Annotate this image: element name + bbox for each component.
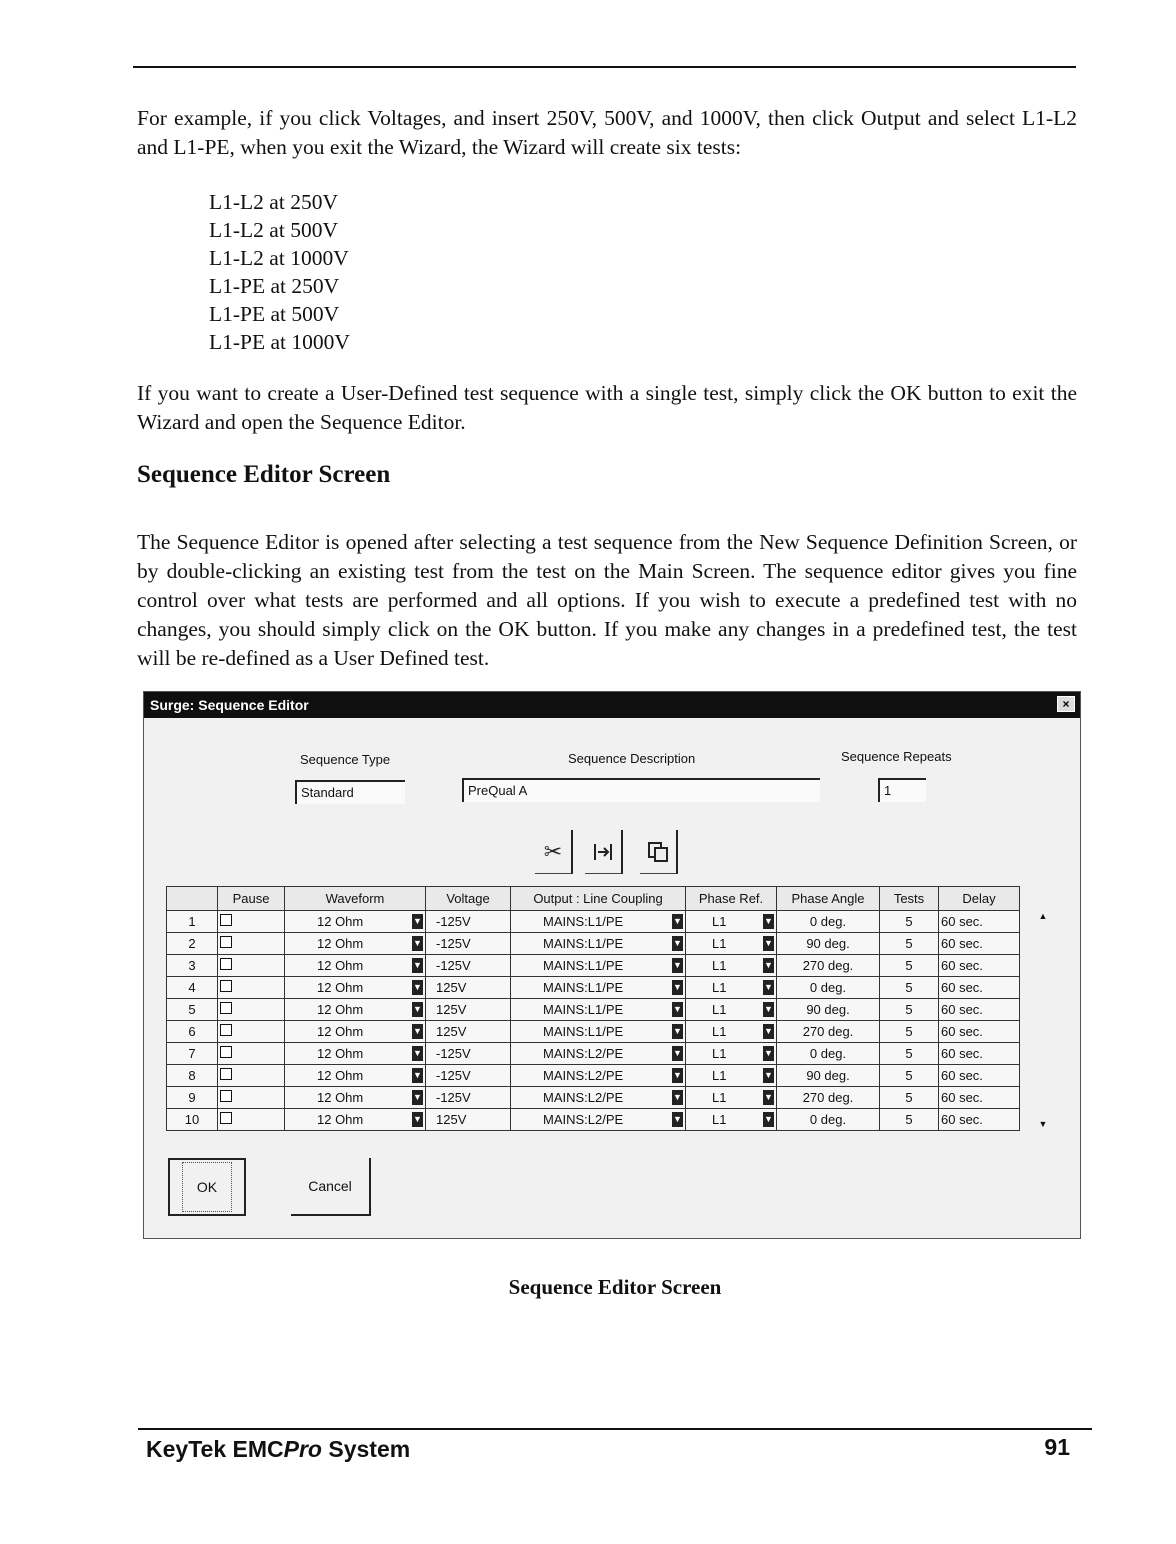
dropdown-arrow-icon[interactable]: ▼ bbox=[763, 1046, 774, 1061]
copy-icon bbox=[646, 840, 670, 864]
dropdown-arrow-icon[interactable]: ▼ bbox=[672, 1068, 683, 1083]
dropdown-arrow-icon[interactable]: ▼ bbox=[672, 1002, 683, 1017]
table-row[interactable] bbox=[167, 955, 1020, 977]
dropdown-arrow-icon[interactable]: ▼ bbox=[672, 958, 683, 973]
table-row[interactable] bbox=[167, 1087, 1020, 1109]
phase-ref-value: L1 bbox=[712, 1002, 727, 1017]
output-value: MAINS:L1/PE bbox=[543, 980, 624, 995]
insert-row-button[interactable] bbox=[585, 830, 623, 874]
dropdown-arrow-icon[interactable]: ▼ bbox=[412, 958, 423, 973]
row-number: 1 bbox=[167, 911, 218, 933]
output-value: MAINS:L1/PE bbox=[543, 1002, 624, 1017]
dropdown-arrow-icon[interactable]: ▼ bbox=[763, 980, 774, 995]
pause-checkbox[interactable] bbox=[220, 1112, 232, 1124]
ok-button-label: OK bbox=[182, 1162, 232, 1212]
waveform-cell[interactable] bbox=[285, 999, 426, 1021]
phase-ref-cell[interactable] bbox=[686, 955, 777, 977]
output-value: MAINS:L2/PE bbox=[543, 1068, 624, 1083]
row-number: 7 bbox=[167, 1043, 218, 1065]
sequence-description-field[interactable]: PreQual A bbox=[462, 778, 820, 802]
phase-angle-cell[interactable]: 270 deg. bbox=[777, 1087, 880, 1109]
delay-cell[interactable]: 60 sec. bbox=[939, 955, 1020, 977]
sequence-type-label: Sequence Type bbox=[300, 752, 391, 767]
waveform-cell[interactable] bbox=[285, 1109, 426, 1131]
row-number: 5 bbox=[167, 999, 218, 1021]
phase-ref-cell[interactable] bbox=[686, 911, 777, 933]
waveform-cell[interactable] bbox=[285, 955, 426, 977]
delay-cell[interactable]: 60 sec. bbox=[939, 1109, 1020, 1131]
waveform-cell[interactable] bbox=[285, 1087, 426, 1109]
dropdown-arrow-icon[interactable]: ▼ bbox=[672, 1024, 683, 1039]
dropdown-arrow-icon[interactable]: ▼ bbox=[672, 1090, 683, 1105]
phase-angle-cell[interactable]: 90 deg. bbox=[777, 999, 880, 1021]
waveform-cell[interactable] bbox=[285, 1043, 426, 1065]
pause-cell[interactable] bbox=[218, 1087, 285, 1109]
tests-cell[interactable]: 5 bbox=[880, 1043, 939, 1065]
dialog-titlebar bbox=[144, 692, 1080, 718]
sequence-repeats-field[interactable]: 1 bbox=[878, 778, 926, 802]
intro-paragraph: For example, if you click Voltages, and insert 250V, 500V, and 1000V, then click Output and select L1-L2 and L1-PE, when you exit the Wizard, the Wizard will create six tests: bbox=[137, 106, 1077, 159]
output-cell[interactable] bbox=[511, 999, 686, 1021]
dropdown-arrow-icon[interactable]: ▼ bbox=[763, 914, 774, 929]
output-cell[interactable] bbox=[511, 1021, 686, 1043]
phase-angle-cell[interactable]: 270 deg. bbox=[777, 1021, 880, 1043]
output-cell[interactable] bbox=[511, 1109, 686, 1131]
voltage-cell[interactable] bbox=[426, 1021, 511, 1043]
waveform-cell[interactable] bbox=[285, 1021, 426, 1043]
phase-ref-value: L1 bbox=[712, 1024, 727, 1039]
waveform-value: 12 Ohm bbox=[317, 1090, 364, 1105]
table-row[interactable] bbox=[167, 1065, 1020, 1087]
delay-cell[interactable]: 60 sec. bbox=[939, 911, 1020, 933]
list-item: L1-PE at 500V bbox=[209, 302, 340, 326]
column-header-pause: Pause bbox=[218, 887, 285, 911]
phase-ref-value: L1 bbox=[712, 914, 727, 929]
tests-cell[interactable]: 5 bbox=[880, 911, 939, 933]
pause-cell[interactable] bbox=[218, 933, 285, 955]
voltage-cell[interactable] bbox=[426, 1065, 511, 1087]
section-heading: Sequence Editor Screen bbox=[137, 461, 391, 488]
pause-cell[interactable] bbox=[218, 1021, 285, 1043]
copy-button[interactable] bbox=[640, 830, 678, 874]
voltage-value: -125V bbox=[436, 958, 471, 973]
row-number: 3 bbox=[167, 955, 218, 977]
pause-checkbox[interactable] bbox=[220, 980, 232, 992]
dropdown-arrow-icon[interactable]: ▼ bbox=[412, 1002, 423, 1017]
phase-ref-value: L1 bbox=[712, 1090, 727, 1105]
voltage-value: 125V bbox=[436, 1024, 467, 1039]
tests-cell[interactable]: 5 bbox=[880, 999, 939, 1021]
pause-checkbox[interactable] bbox=[220, 1068, 232, 1080]
phase-ref-value: L1 bbox=[712, 1046, 727, 1061]
row-number: 9 bbox=[167, 1087, 218, 1109]
tests-cell[interactable]: 5 bbox=[880, 1109, 939, 1131]
tests-cell[interactable]: 5 bbox=[880, 1087, 939, 1109]
close-button[interactable]: × bbox=[1057, 696, 1075, 712]
waveform-cell[interactable] bbox=[285, 977, 426, 999]
waveform-value: 12 Ohm bbox=[317, 980, 364, 995]
voltage-value: 125V bbox=[436, 1112, 467, 1127]
footer-title-prefix: KeyTek EMC bbox=[146, 1436, 284, 1462]
waveform-cell[interactable] bbox=[285, 1065, 426, 1087]
pause-checkbox[interactable] bbox=[220, 958, 232, 970]
dropdown-arrow-icon[interactable]: ▼ bbox=[672, 980, 683, 995]
dropdown-arrow-icon[interactable]: ▼ bbox=[412, 914, 423, 929]
voltage-value: -125V bbox=[436, 1090, 471, 1105]
column-header-output: Output : Line Coupling bbox=[511, 887, 686, 911]
phase-angle-cell[interactable]: 0 deg. bbox=[777, 977, 880, 999]
output-cell[interactable] bbox=[511, 933, 686, 955]
dropdown-arrow-icon[interactable]: ▼ bbox=[412, 980, 423, 995]
dropdown-arrow-icon[interactable]: ▼ bbox=[763, 1068, 774, 1083]
output-cell[interactable] bbox=[511, 1043, 686, 1065]
phase-angle-cell[interactable]: 0 deg. bbox=[777, 1109, 880, 1131]
table-scrollbar[interactable] bbox=[1037, 909, 1049, 1131]
dropdown-arrow-icon[interactable]: ▼ bbox=[412, 936, 423, 951]
cancel-button[interactable]: Cancel bbox=[291, 1158, 371, 1216]
sequence-description-label: Sequence Description bbox=[568, 751, 696, 766]
output-value: MAINS:L2/PE bbox=[543, 1046, 624, 1061]
voltage-cell[interactable] bbox=[426, 999, 511, 1021]
phase-angle-cell[interactable]: 0 deg. bbox=[777, 1043, 880, 1065]
table-row[interactable] bbox=[167, 933, 1020, 955]
dropdown-arrow-icon[interactable]: ▼ bbox=[412, 1024, 423, 1039]
output-cell[interactable] bbox=[511, 911, 686, 933]
dropdown-arrow-icon[interactable]: ▼ bbox=[763, 936, 774, 951]
dropdown-arrow-icon[interactable]: ▼ bbox=[763, 958, 774, 973]
table-row[interactable] bbox=[167, 977, 1020, 999]
figure-caption: Sequence Editor Screen bbox=[508, 1275, 722, 1299]
dropdown-arrow-icon[interactable]: ▼ bbox=[412, 1090, 423, 1105]
ok-button[interactable] bbox=[168, 1158, 246, 1216]
single-test-paragraph: If you want to create a User-Defined test sequence with a single test, simply click the OK button to exit the Wizard and open the Sequence Editor. bbox=[137, 381, 1077, 434]
dropdown-arrow-icon[interactable]: ▼ bbox=[672, 936, 683, 951]
pause-checkbox[interactable] bbox=[220, 1002, 232, 1014]
waveform-value: 12 Ohm bbox=[317, 936, 364, 951]
waveform-value: 12 Ohm bbox=[317, 1024, 364, 1039]
output-value: MAINS:L1/PE bbox=[543, 1024, 624, 1039]
row-number: 10 bbox=[167, 1109, 218, 1131]
tests-cell[interactable]: 5 bbox=[880, 955, 939, 977]
dropdown-arrow-icon[interactable]: ▼ bbox=[672, 1046, 683, 1061]
voltage-cell[interactable] bbox=[426, 933, 511, 955]
delay-cell[interactable]: 60 sec. bbox=[939, 1043, 1020, 1065]
editor-paragraph: The Sequence Editor is opened after selecting a test sequence from the New Sequence Definition Screen, or by double-clicking an existing test from the test on the Main Screen. The sequence editor gives you fine control over what tests are performed and all options. If you wish to execute a predefined test with no changes, you should simply click on the OK button. If you make any changes in a predefined test, the test will be re-defined as a User Defined test. bbox=[137, 530, 1077, 670]
row-number: 8 bbox=[167, 1065, 218, 1087]
phase-ref-value: L1 bbox=[712, 1068, 727, 1083]
delay-cell[interactable]: 60 sec. bbox=[939, 1021, 1020, 1043]
dropdown-arrow-icon[interactable]: ▼ bbox=[763, 1002, 774, 1017]
voltage-cell[interactable] bbox=[426, 955, 511, 977]
waveform-value: 12 Ohm bbox=[317, 1046, 364, 1061]
dropdown-arrow-icon[interactable]: ▼ bbox=[763, 1024, 774, 1039]
output-cell[interactable] bbox=[511, 1087, 686, 1109]
waveform-cell[interactable] bbox=[285, 911, 426, 933]
output-cell[interactable] bbox=[511, 1065, 686, 1087]
voltage-cell[interactable] bbox=[426, 911, 511, 933]
phase-ref-cell[interactable] bbox=[686, 999, 777, 1021]
phase-ref-value: L1 bbox=[712, 958, 727, 973]
voltage-value: -125V bbox=[436, 1068, 471, 1083]
sequence-table bbox=[166, 886, 1020, 1131]
dropdown-arrow-icon[interactable]: ▼ bbox=[412, 1046, 423, 1061]
row-number: 6 bbox=[167, 1021, 218, 1043]
voltage-value: -125V bbox=[436, 914, 471, 929]
pause-cell[interactable] bbox=[218, 1065, 285, 1087]
pause-cell[interactable] bbox=[218, 1043, 285, 1065]
delay-cell[interactable]: 60 sec. bbox=[939, 977, 1020, 999]
output-value: MAINS:L1/PE bbox=[543, 958, 624, 973]
pause-cell[interactable] bbox=[218, 955, 285, 977]
sequence-editor-dialog bbox=[143, 691, 1081, 1239]
output-value: MAINS:L2/PE bbox=[543, 1112, 624, 1127]
tests-cell[interactable]: 5 bbox=[880, 933, 939, 955]
tests-cell[interactable]: 5 bbox=[880, 977, 939, 999]
phase-angle-cell[interactable]: 90 deg. bbox=[777, 933, 880, 955]
column-header bbox=[167, 887, 218, 911]
pause-checkbox[interactable] bbox=[220, 936, 232, 948]
column-header-phase-angle: Phase Angle bbox=[777, 887, 880, 911]
pause-cell[interactable] bbox=[218, 999, 285, 1021]
dropdown-arrow-icon[interactable]: ▼ bbox=[412, 1112, 423, 1127]
tests-cell[interactable]: 5 bbox=[880, 1021, 939, 1043]
tests-cell[interactable]: 5 bbox=[880, 1065, 939, 1087]
pause-cell[interactable] bbox=[218, 977, 285, 999]
voltage-cell[interactable] bbox=[426, 1043, 511, 1065]
phase-ref-cell[interactable] bbox=[686, 1021, 777, 1043]
pause-checkbox[interactable] bbox=[220, 1046, 232, 1058]
phase-ref-cell[interactable] bbox=[686, 933, 777, 955]
list-item: L1-PE at 1000V bbox=[209, 330, 350, 354]
list-item: L1-L2 at 1000V bbox=[209, 246, 349, 270]
waveform-value: 12 Ohm bbox=[317, 914, 364, 929]
dialog-title: Surge: Sequence Editor bbox=[150, 697, 309, 713]
top-rule bbox=[133, 66, 1076, 68]
voltage-value: -125V bbox=[436, 1046, 471, 1061]
footer-title bbox=[146, 1436, 410, 1463]
output-value: MAINS:L1/PE bbox=[543, 914, 624, 929]
dropdown-arrow-icon[interactable]: ▼ bbox=[412, 1068, 423, 1083]
delay-cell[interactable]: 60 sec. bbox=[939, 999, 1020, 1021]
pause-checkbox[interactable] bbox=[220, 1024, 232, 1036]
phase-ref-value: L1 bbox=[712, 1112, 727, 1127]
row-number: 2 bbox=[167, 933, 218, 955]
phase-angle-cell[interactable]: 270 deg. bbox=[777, 955, 880, 977]
list-item: L1-L2 at 250V bbox=[209, 190, 338, 214]
voltage-value: -125V bbox=[436, 936, 471, 951]
row-number: 4 bbox=[167, 977, 218, 999]
voltage-value: 125V bbox=[436, 1002, 467, 1017]
delay-cell[interactable]: 60 sec. bbox=[939, 1065, 1020, 1087]
table-row[interactable] bbox=[167, 999, 1020, 1021]
phase-ref-value: L1 bbox=[712, 936, 727, 951]
output-cell[interactable] bbox=[511, 955, 686, 977]
pause-cell[interactable] bbox=[218, 911, 285, 933]
phase-ref-cell[interactable] bbox=[686, 1087, 777, 1109]
scroll-down-icon[interactable]: ▼ bbox=[1038, 1119, 1048, 1129]
output-cell[interactable] bbox=[511, 977, 686, 999]
table-row[interactable] bbox=[167, 911, 1020, 933]
column-header-delay: Delay bbox=[939, 887, 1020, 911]
tests-list bbox=[209, 188, 350, 356]
phase-ref-cell[interactable] bbox=[686, 1109, 777, 1131]
waveform-value: 12 Ohm bbox=[317, 958, 364, 973]
phase-ref-cell[interactable] bbox=[686, 1043, 777, 1065]
column-header-tests: Tests bbox=[880, 887, 939, 911]
delay-cell[interactable]: 60 sec. bbox=[939, 1087, 1020, 1109]
scroll-up-icon[interactable]: ▲ bbox=[1038, 911, 1048, 921]
cut-button[interactable] bbox=[535, 830, 573, 874]
phase-ref-cell[interactable] bbox=[686, 977, 777, 999]
page-number: 91 bbox=[1044, 1434, 1070, 1460]
list-item: L1-PE at 250V bbox=[209, 274, 340, 298]
phase-ref-value: L1 bbox=[712, 980, 727, 995]
list-item: L1-L2 at 500V bbox=[209, 218, 338, 242]
scissors-icon: ✂ bbox=[543, 838, 563, 864]
column-header-voltage: Voltage bbox=[426, 887, 511, 911]
footer-title-italic: Pro bbox=[283, 1436, 322, 1462]
delay-cell[interactable]: 60 sec. bbox=[939, 933, 1020, 955]
pause-cell[interactable] bbox=[218, 1109, 285, 1131]
waveform-value: 12 Ohm bbox=[317, 1068, 364, 1083]
voltage-cell[interactable] bbox=[426, 977, 511, 999]
table-row[interactable] bbox=[167, 1043, 1020, 1065]
phase-angle-cell[interactable]: 0 deg. bbox=[777, 911, 880, 933]
insert-row-icon bbox=[591, 840, 615, 864]
waveform-cell[interactable] bbox=[285, 933, 426, 955]
footer-rule bbox=[138, 1428, 1092, 1430]
table-row[interactable] bbox=[167, 1021, 1020, 1043]
voltage-cell[interactable] bbox=[426, 1087, 511, 1109]
footer-title-suffix: System bbox=[321, 1436, 411, 1462]
dropdown-arrow-icon[interactable]: ▼ bbox=[672, 914, 683, 929]
sequence-repeats-label: Sequence Repeats bbox=[841, 749, 952, 764]
pause-checkbox[interactable] bbox=[220, 914, 232, 926]
output-value: MAINS:L2/PE bbox=[543, 1090, 624, 1105]
dropdown-arrow-icon[interactable]: ▼ bbox=[763, 1090, 774, 1105]
table-row[interactable] bbox=[167, 1109, 1020, 1131]
voltage-value: 125V bbox=[436, 980, 467, 995]
dropdown-arrow-icon[interactable]: ▼ bbox=[672, 1112, 683, 1127]
column-header-waveform: Waveform bbox=[285, 887, 426, 911]
pause-checkbox[interactable] bbox=[220, 1090, 232, 1102]
voltage-cell[interactable] bbox=[426, 1109, 511, 1131]
dropdown-arrow-icon[interactable]: ▼ bbox=[763, 1112, 774, 1127]
phase-angle-cell[interactable]: 90 deg. bbox=[777, 1065, 880, 1087]
sequence-type-field[interactable]: Standard bbox=[295, 780, 405, 804]
phase-ref-cell[interactable] bbox=[686, 1065, 777, 1087]
waveform-value: 12 Ohm bbox=[317, 1112, 364, 1127]
output-value: MAINS:L1/PE bbox=[543, 936, 624, 951]
waveform-value: 12 Ohm bbox=[317, 1002, 364, 1017]
table-header-row bbox=[167, 887, 1020, 911]
column-header-phase-ref: Phase Ref. bbox=[686, 887, 777, 911]
